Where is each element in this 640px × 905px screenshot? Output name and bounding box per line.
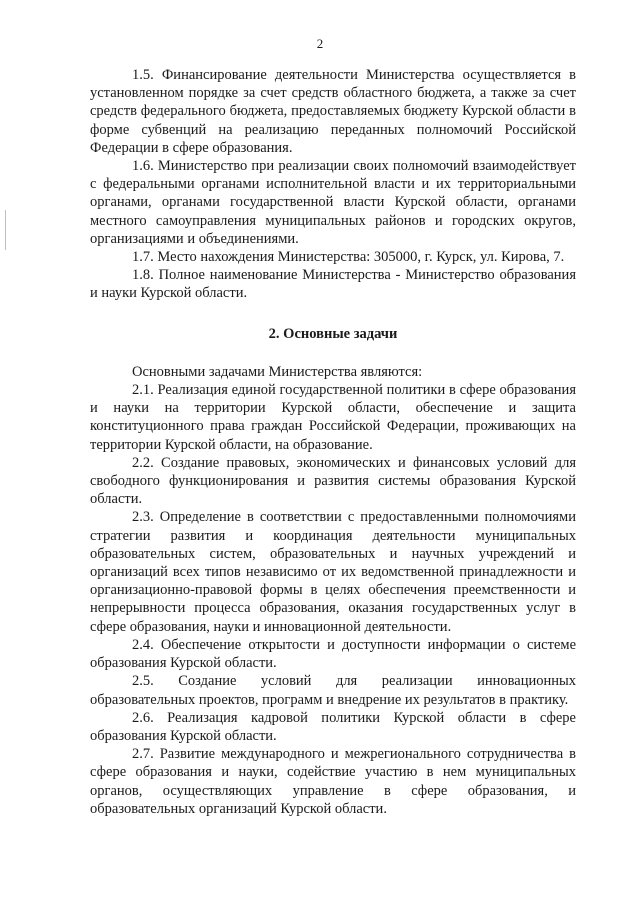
paragraph-2-3: 2.3. Определение в соответствии с предоставленными полномочиями стратегии развития и координация деятельности муниципальных образовательных систем, образовательных и научных учреждений и организаций всех типов независимо от их ведомственной принадлежности и организационно-правовой формы в целях обеспечения преемственности и непрерывности процесса образования, оказания государственных услуг в сфере образования, науки и инновационной деятельности. [90,509,576,635]
paragraph-1-8: 1.8. Полное наименование Министерства - Министерство образования и науки Курской области. [90,267,576,302]
scan-edge-mark [5,210,6,250]
section-heading: 2. Основные задачи [268,325,398,342]
document-body [90,66,576,818]
paragraph-2-5: 2.5. Создание условий для реализации инновационных образовательных проектов, программ и внедрение их результатов в практику. [90,673,576,708]
paragraph-1-5: 1.5. Финансирование деятельности Министерства осуществляется в установленном порядке за счет средств областного бюджета, а также за счет средств федерального бюджета, предоставляемых бюджету Курской области в форме субвенций на реализацию переданных полномочий Российской Федерации в сфере образования. [90,67,576,156]
paragraph-2-4: 2.4. Обеспечение открытости и доступности информации о системе образования Курской области. [90,636,576,672]
paragraph-1-6: 1.6. Министерство при реализации своих полномочий взаимодействует с федеральными органами исполнительной власти и их территориальными органами, органами государственной власти Курской области, органами местного самоуправления муниципальных районов и городских округов, организациями и объединениями. [90,158,576,247]
paragraph-2-7: 2.7. Развитие международного и межрегионального сотрудничества в сфере образования и науки, содействие участию в нем муниципальных органов, осуществляющих управление в сфере образования, и образовательных организаций Курской области. [90,746,576,817]
paragraph-2-1: 2.1. Реализация единой государственной политики в сфере образования и науки на территории Курской области, обеспечение и защита конституционного права граждан Российской Федерации, проживающих на территории Курской области, на образование. [90,382,576,453]
paragraph-1-7: 1.7. Место нахождения Министерства: 305000, г. Курск, ул. Кирова, 7. [132,249,565,266]
tasks-intro: Основными задачами Министерства являются: [132,363,423,380]
paragraph-2-2: 2.2. Создание правовых, экономических и финансовых условий для свободного функционирования и развития системы образования Курской области. [90,454,576,508]
page-number: 2 [316,36,324,51]
paragraph-2-6: 2.6. Реализация кадровой политики Курской области в сфере образования Курской области. [90,709,576,744]
